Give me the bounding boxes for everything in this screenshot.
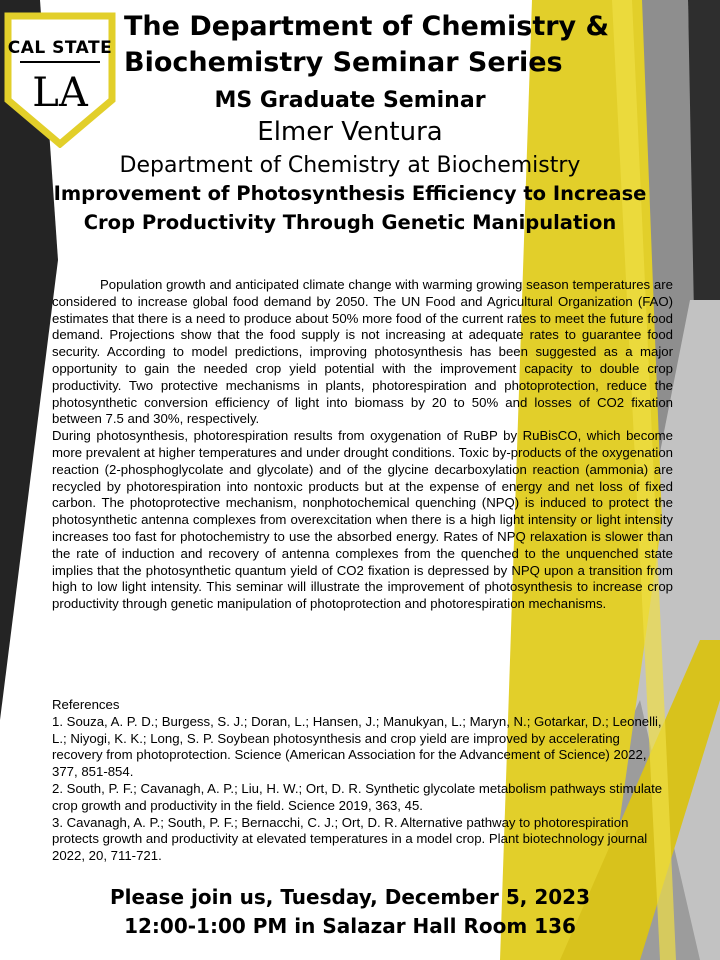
series-title-line1: The Department of Chemistry & <box>124 11 610 42</box>
reference-item: 2. South, P. F.; Cavanagh, A. P.; Liu, H. W.; Ort, D. R. Synthetic glycolate metabolism pathways stimulate crop growth and productivity in the field. Science 2019, 363, 45. <box>52 780 663 813</box>
series-title-line2: Biochemistry Seminar Series <box>124 47 563 78</box>
event-time-location: 12:00-1:00 PM in Salazar Hall Room 136 <box>124 914 576 938</box>
references <box>52 697 673 865</box>
abstract <box>52 277 673 613</box>
abstract-paragraph-1: Population growth and anticipated climate change with warming growing season temperatures are considered to increase global food demand by 2050. The UN Food and Agricultural Organization (FAO) estimates that there is a need to produce about 50% more food of the current rates to meet the future food demand. Projections show that the food supply is not increasing at adequate rates to guarantee food security. According to model predictions, improving photosynthesis has been suggested as a major opportunity to gain the needed crop yield potential with the improvement capacity to double crop productivity. Two protective mechanisms in plants, photorespiration and photoprotection, reduce the photosynthetic conversion efficiency of light into biomass by 20 to 50% and losses of CO2 fixation between 7.5 and 30%, respectively. <box>52 277 673 427</box>
references-heading: References <box>52 697 120 712</box>
speaker-name: Elmer Ventura <box>257 117 443 147</box>
seminar-type: MS Graduate Seminar <box>214 88 486 113</box>
abstract-paragraph-2: During photosynthesis, photorespiration results from oxygenation of RuBP by RuBisCO, which become more prevalent at higher temperatures and under drought conditions. Toxic by-products of the oxygenation reaction (2-phosphoglycolate and glycolate) and of the glycine decarboxylation reaction (ammonia) are recycled by photorespiration into nontoxic products but at the expense of energy and net loss of fixed carbon. The photoprotective mechanism, nonphotochemical quenching (NPQ) is induced to protect the photosynthetic antenna complexes from overexcitation when there is a high light intensity or light intensity increases too fast for photochemistry to use the absorbed energy. Rates of NPQ relaxation is slower than the rate of induction and recovery of antenna complexes from the quenched to the unquenched state implies that the photosynthetic quantum yield of CO2 fixation is depressed by NPQ upon a transition from high to low light intensity. This seminar will illustrate the improvement of photosynthesis to increase crop productivity through genetic manipulation of photoprotection and photorespiration mechanisms. <box>52 428 673 612</box>
speaker-department: Department of Chemistry at Biochemistry <box>119 153 581 178</box>
reference-item: 1. Souza, A. P. D.; Burgess, S. J.; Doran, L.; Hansen, J.; Manukyan, L.; Maryn, N.; Gotarkar, D.; Leonelli, L.; Niyogi, K. K.; Long, S. P. Soybean photosynthesis and crop yield are improved by accelerating recovery from photoprotection. Science (American Association for the Advancement of Science) 2022, 377, 851-854. <box>52 713 662 780</box>
logo-text-top: CAL STATE <box>7 38 113 58</box>
reference-item: 3. Cavanagh, A. P.; South, P. F.; Bernacchi, C. J.; Ort, D. R. Alternative pathway to photorespiration protects growth and productivity at elevated temperatures in a model crop. Plant biotechnology journal 2022, 20, 711-721. <box>52 814 648 864</box>
event-date: Please join us, Tuesday, December 5, 2023 <box>109 885 591 909</box>
logo-text-main: LA <box>32 70 88 116</box>
talk-title: Improvement of Photosynthesis Efficiency to Increase Crop Productivity Through Genetic Manipulation <box>53 182 647 234</box>
